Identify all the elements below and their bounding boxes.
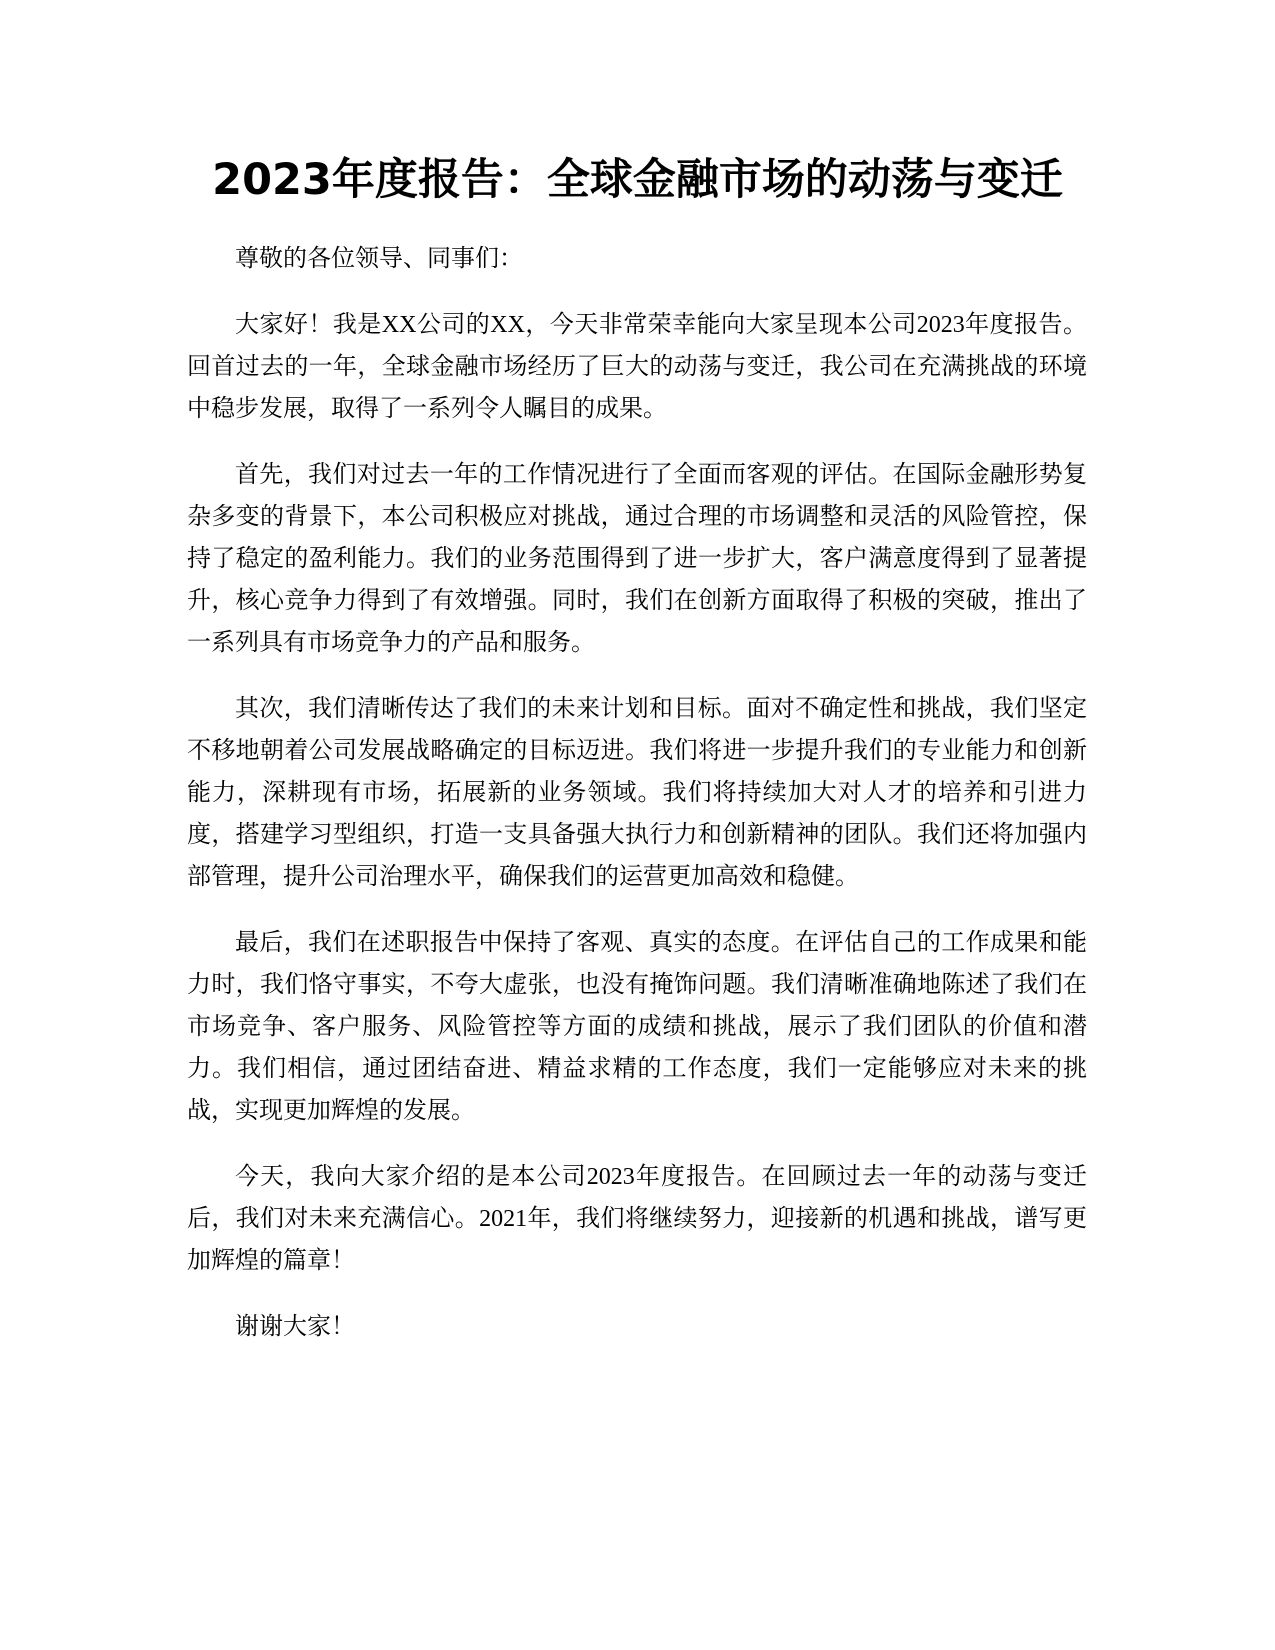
document-body	[187, 238, 1087, 1372]
paragraph-greeting: 大家好！我是XX公司的XX，今天非常荣幸能向大家呈现本公司2023年度报告。回首过去的一年，全球金融市场经历了巨大的动荡与变迁，我公司在充满挑战的环境中稳步发展，取得了一系列令人瞩目的成果。	[187, 312, 1087, 422]
paragraph-attitude: 最后，我们在述职报告中保持了客观、真实的态度。在评估自己的工作成果和能力时，我们恪守事实，不夸大虚张，也没有掩饰问题。我们清晰准确地陈述了我们在市场竞争、客户服务、风险管控等方面的成绩和挑战，展示了我们团队的价值和潜力。我们相信，通过团结奋进、精益求精的工作态度，我们一定能够应对未来的挑战，实现更加辉煌的发展。	[187, 930, 1087, 1124]
paragraph-plans: 其次，我们清晰传达了我们的未来计划和目标。面对不确定性和挑战，我们坚定不移地朝着公司发展战略确定的目标迈进。我们将进一步提升我们的专业能力和创新能力，深耕现有市场，拓展新的业务领域。我们将持续加大对人才的培养和引进力度，搭建学习型组织，打造一支具备强大执行力和创新精神的团队。我们还将加强内部管理，提升公司治理水平，确保我们的运营更加高效和稳健。	[187, 696, 1087, 890]
salutation: 尊敬的各位领导、同事们：	[235, 246, 523, 272]
document-title: 2023年度报告：全球金融市场的动荡与变迁	[212, 155, 1063, 205]
paragraph-conclusion: 今天，我向大家介绍的是本公司2023年度报告。在回顾过去一年的动荡与变迁后，我们对未来充满信心。2021年，我们将继续努力，迎接新的机遇和挑战，谱写更加辉煌的篇章！	[187, 1164, 1087, 1274]
closing-thanks: 谢谢大家！	[235, 1314, 355, 1340]
paragraph-evaluation: 首先，我们对过去一年的工作情况进行了全面而客观的评估。在国际金融形势复杂多变的背景下，本公司积极应对挑战，通过合理的市场调整和灵活的风险管控，保持了稳定的盈利能力。我们的业务范围得到了进一步扩大，客户满意度得到了显著提升，核心竞争力得到了有效增强。同时，我们在创新方面取得了积极的突破，推出了一系列具有市场竞争力的产品和服务。	[187, 462, 1087, 656]
